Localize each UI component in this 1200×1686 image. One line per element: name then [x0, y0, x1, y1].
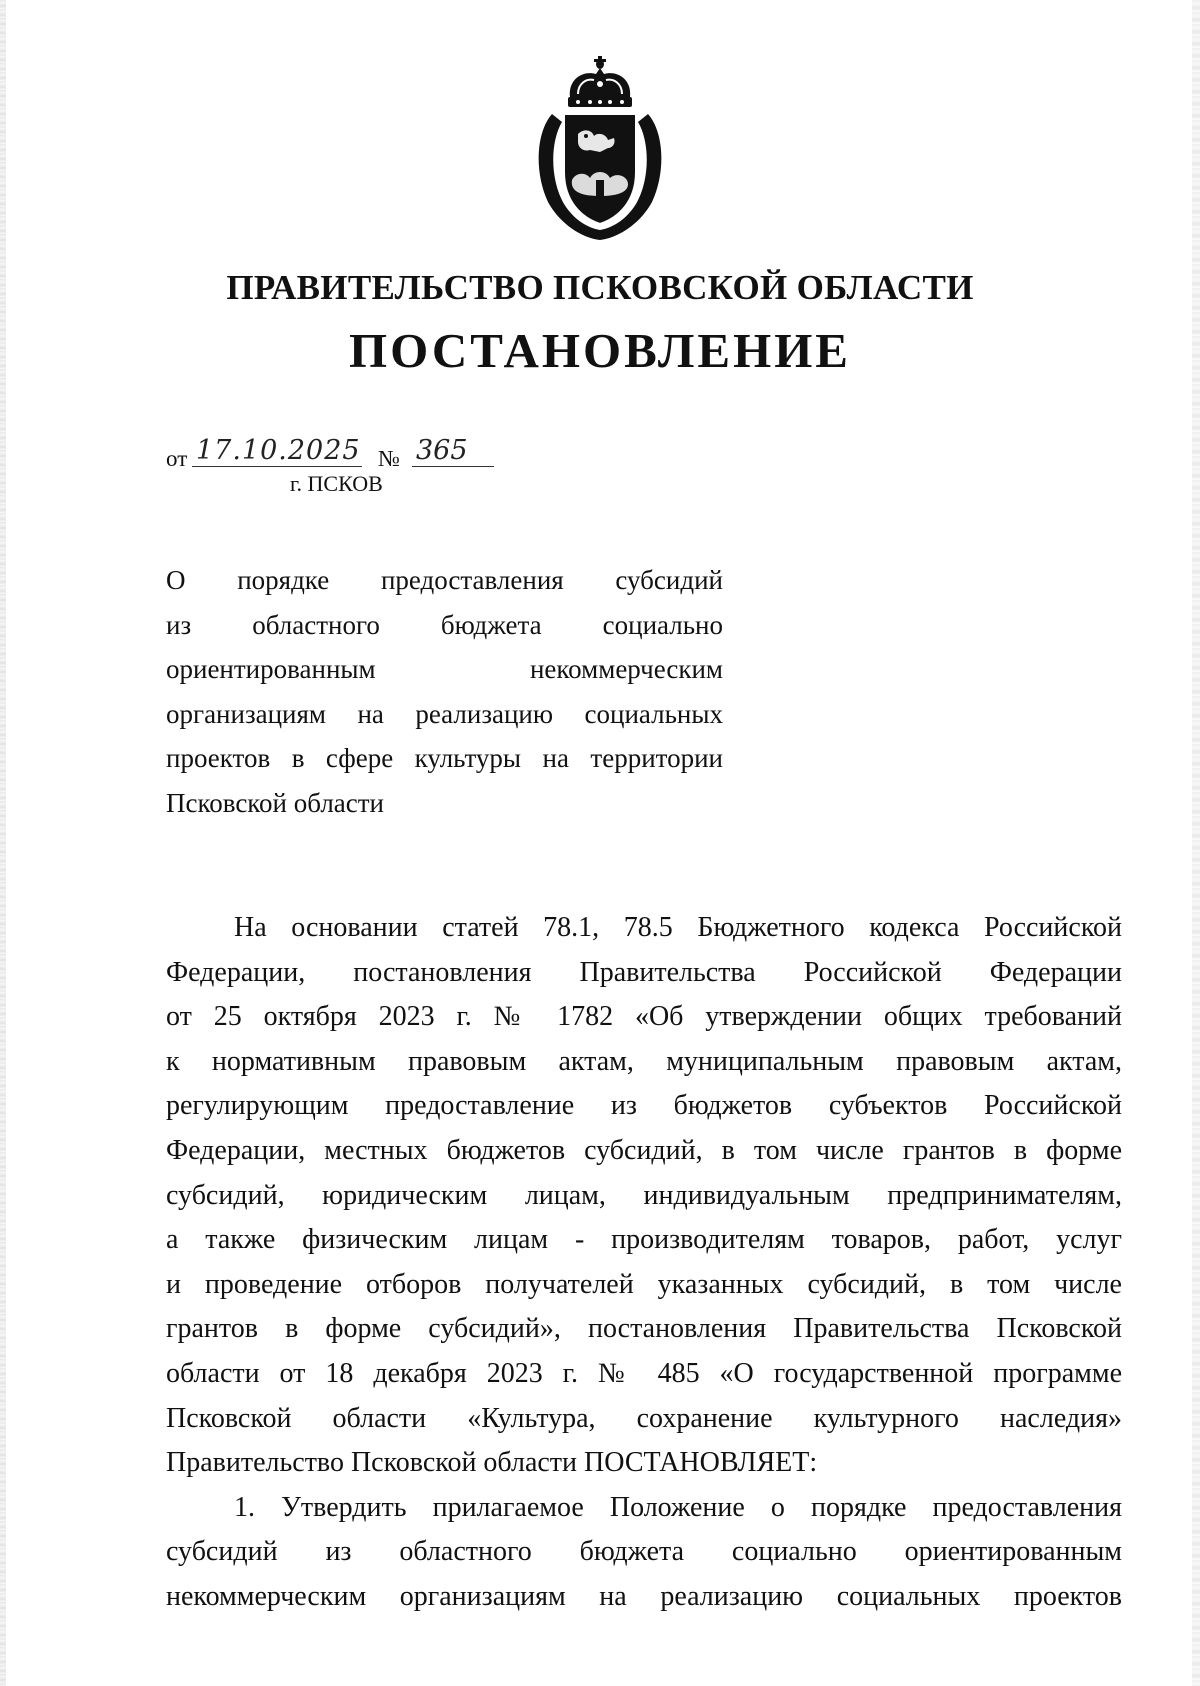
handwritten-date: 17.10.2025 [192, 436, 362, 467]
document-body [166, 906, 1122, 1620]
body-line: На основании статей 78.1, 78.5 Бюджетного кодекса Российской [234, 912, 1122, 943]
crown-icon [568, 56, 632, 107]
body-line: регулирующим предоставление из бюджетов субъектов Российской [166, 1090, 1122, 1122]
subject-line: Псковской области [166, 787, 385, 818]
date-from-label: от [166, 446, 188, 471]
subject-line: проектов в сфере культуры на территории [166, 743, 723, 774]
handwritten-number: 365 [412, 436, 494, 467]
subject-line: ориентированным некоммерческим [166, 654, 723, 685]
scan-edge-right [1192, 0, 1200, 1686]
registration-line [166, 435, 546, 474]
subject-line: О порядке предоставления субсидий [166, 565, 723, 595]
body-line: Федерации, постановления Правительства Российской Федерации [166, 956, 1122, 988]
body-line: от 25 октября 2023 г. № 1782 «Об утверждении общих требований [166, 1001, 1122, 1033]
subject-line: организациям на реализацию социальных [166, 698, 723, 729]
number-label: № [378, 446, 400, 471]
body-line: а также физическим лицам - производителям товаров, работ, услуг [166, 1224, 1122, 1256]
document-type-title: ПОСТАНОВЛЕНИЕ [349, 323, 851, 378]
city-label: г. ПСКОВ [290, 471, 383, 496]
body-line: Псковской области «Культура, сохранение культурного наследия» [166, 1402, 1122, 1434]
body-line: Правительство Псковской области ПОСТАНОВЛЯЕТ: [166, 1447, 818, 1479]
body-line: некоммерческим организациям на реализацию социальных проектов [166, 1580, 1122, 1612]
body-line: 1. Утвердить прилагаемое Положение о порядке предоставления [234, 1491, 1122, 1523]
scan-edge-left [0, 0, 6, 1686]
body-line: субсидий, юридическим лицам, индивидуальным предпринимателям, [166, 1179, 1122, 1211]
pskov-oblast-coat-of-arms-icon [530, 52, 670, 242]
body-line: области от 18 декабря 2023 г. № 485 «О государственной программе [166, 1357, 1122, 1389]
body-line: к нормативным правовым актам, муниципальным правовым актам, [166, 1045, 1122, 1077]
body-line: грантов в форме субсидий», постановления Правительства Псковской [166, 1313, 1122, 1345]
body-line: субсидий из областного бюджета социально ориентированным [166, 1536, 1122, 1568]
document-subject [166, 558, 723, 826]
subject-line: из областного бюджета социально [166, 609, 723, 640]
body-line: Федерации, местных бюджетов субсидий, в том числе грантов в форме [166, 1134, 1122, 1166]
body-line: и проведение отборов получателей указанных субсидий, в том числе [166, 1268, 1122, 1300]
organization-title: ПРАВИТЕЛЬСТВО ПСКОВСКОЙ ОБЛАСТИ [226, 268, 974, 307]
